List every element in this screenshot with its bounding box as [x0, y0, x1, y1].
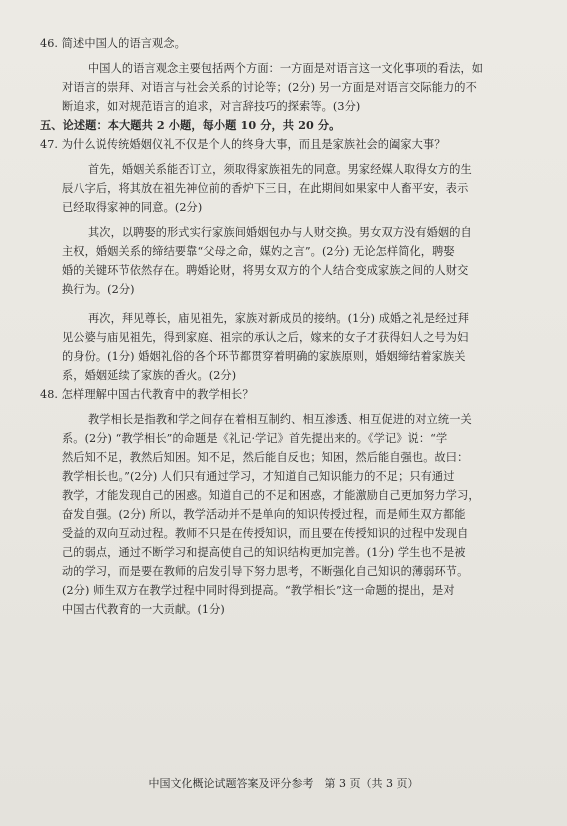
question-48-title: 48. 怎样理解中国古代教育中的教学相长？: [40, 388, 254, 401]
answer-46-line-3: 断追求，如对规范语言的追求，对言辞技巧的探索等。(3分): [62, 100, 361, 113]
answer-47-p3-line-3: 的身份。(1分) 婚姻礼俗的各个环节都贯穿着明确的家族原则，婚姻缔结着家族关: [62, 350, 466, 363]
answer-48-line-6: 奋发自强。(2分) 所以，教学活动并不是单向的知识传授过程，而是师生双方都能: [62, 508, 466, 521]
question-47-title: 47. 为什么说传统婚姻仪礼不仅是个人的终身大事，而且是家族社会的阖家大事？: [40, 138, 446, 151]
answer-48-line-7: 受益的双向互动过程。教师不只是在传授知识，而且要在传授知识的过程中发现自: [62, 527, 469, 540]
section-5-heading: 五、论述题：本大题共 2 小题，每小题 10 分，共 20 分。: [40, 118, 341, 132]
answer-48-line-2: 系。(2分) “教学相长”的命题是《礼记·学记》首先提出来的。《学记》说：“学: [62, 432, 448, 445]
answer-47-p3-line-2: 见公婆与庙见祖先，得到家庭、祖宗的承认之后，嫁来的女子才获得妇人之号为妇: [62, 331, 469, 344]
answer-47-p2-line-1: 其次，以聘娶的形式实行家族间婚姻包办与人财交换。男女双方没有婚姻的自: [88, 226, 472, 239]
answer-47-p1-line-1: 首先，婚姻关系能否订立，须取得家族祖先的同意。男家经媒人取得女方的生: [88, 163, 472, 176]
answer-48-line-9: 动的学习，而是要在教师的启发引导下努力思考，不断强化自己知识的薄弱环节。: [62, 565, 469, 578]
answer-47-p1-line-2: 辰八字后，将其放在祖先神位前的香炉下三日，在此期间如果家中人畜平安，表示: [62, 182, 469, 195]
answer-47-p2-line-4: 换行为。(2分): [62, 283, 135, 296]
page-footer: 中国文化概论试题答案及评分参考 第 3 页（共 3 页）: [148, 777, 419, 790]
answer-46-line-1: 中国人的语言观念主要包括两个方面：一方面是对语言这一文化事项的看法，如: [88, 62, 484, 75]
answer-48-line-3: 然后知不足，教然后知困。知不足，然后能自反也；知困，然后能自强也。故曰：: [62, 451, 469, 464]
answer-47-p2-line-2: 主权，婚姻关系的缔结要靠“父母之命，媒妁之言”。(2分) 无论怎样简化，聘娶: [62, 245, 455, 258]
answer-48-line-1: 教学相长是指教和学之间存在着相互制约、相互渗透、相互促进的对立统一关: [88, 413, 472, 426]
answer-48-line-5: 教学，才能发现自己的困惑。知道自己的不足和困惑，才能激励自己更加努力学习，: [62, 489, 480, 502]
answer-48-line-4: 教学相长也。”(2分) 人们只有通过学习，才知道自己知识能力的不足；只有通过: [62, 470, 455, 483]
answer-46-line-2: 对语言的崇拜、对语言与社会关系的讨论等；(2分) 另一方面是对语言交际能力的不: [62, 81, 477, 94]
answer-47-p3-line-4: 系，婚姻延续了家族的香火。(2分): [62, 369, 237, 382]
question-46-title: 46. 简述中国人的语言观念。: [40, 37, 186, 50]
answer-47-p3-line-1: 再次，拜见尊长，庙见祖先，家族对新成员的接纳。(1分) 成婚之礼是经过拜: [88, 312, 470, 325]
answer-48-line-10: (2分) 师生双方在教学过程中同时得到提高。“教学相长”这一命题的提出，是对: [62, 584, 455, 597]
answer-47-p1-line-3: 已经取得家神的同意。(2分): [62, 201, 203, 214]
answer-48-line-11: 中国古代教育的一大贡献。(1分): [62, 603, 225, 616]
answer-47-p2-line-3: 婚的关键环节依然存在。聘婚论财，将男女双方的个人结合变成家族之间的人财交: [62, 264, 469, 277]
answer-48-line-8: 己的弱点，通过不断学习和提高使自己的知识结构更加完善。(1分) 学生也不是被: [62, 546, 466, 559]
